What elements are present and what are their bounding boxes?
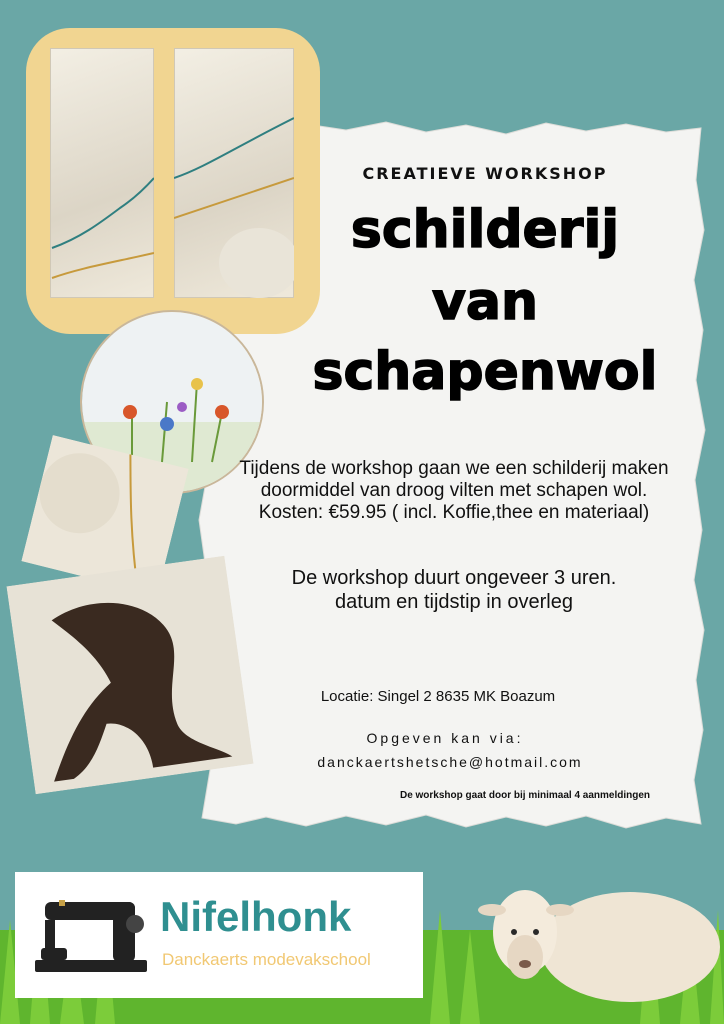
title-line-3: schapenwol xyxy=(312,342,658,402)
email-link[interactable]: danckaertshetsche@hotmail.com xyxy=(317,754,583,770)
minimum-note: De workshop gaat door bij minimaal 4 aanmeldingen xyxy=(399,790,651,801)
register-label: Opgeven kan via: xyxy=(366,730,524,746)
price-text: Kosten: €59.95 ( incl. Koffie,thee en materiaal) xyxy=(258,502,650,523)
title-line-2: van xyxy=(431,272,538,332)
description-text: Tijdens de workshop gaan we een schilderij maken doormiddel van droog vilten met schapen wol. xyxy=(239,458,669,501)
silhouette-art xyxy=(6,556,253,795)
sewing-machine-icon xyxy=(35,894,155,978)
duration-text: De workshop duurt ongeveer 3 uren. xyxy=(291,567,617,589)
photo-wool-panels xyxy=(26,28,320,334)
brand-name: Nifelhonk xyxy=(160,893,352,940)
photo-wool-silhouette xyxy=(6,556,253,795)
brand-tagline: Danckaerts modevakschool xyxy=(162,950,371,969)
location-text: Locatie: Singel 2 8635 MK Boazum xyxy=(320,688,556,705)
schedule-text: datum en tijdstip in overleg xyxy=(335,591,573,613)
eyebrow-heading: CREATIEVE WORKSHOP xyxy=(362,164,608,183)
sheep-image xyxy=(470,862,720,1012)
duration-block xyxy=(220,566,688,614)
panel-left-art xyxy=(50,48,154,298)
title-line-1: schilderij xyxy=(350,200,620,260)
description-block xyxy=(220,458,688,524)
panel-right-art xyxy=(174,48,294,298)
